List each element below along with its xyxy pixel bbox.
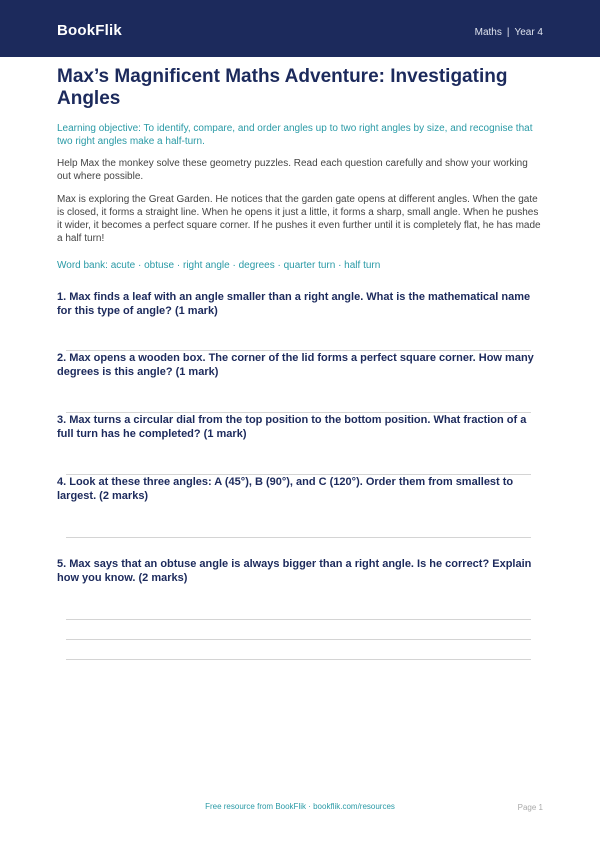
year-label: Year 4: [514, 27, 543, 38]
question-4: 4. Look at these three angles: A (45°), B (90°), and C (120°). Order them from smallest to largest. (2 marks): [57, 476, 514, 502]
question-1: 1. Max finds a leaf with an angle smaller than a right angle. What is the mathematical name for this type of angle? (1 mark): [57, 291, 531, 317]
answer-line-4[interactable]: [66, 537, 531, 538]
answer-line-5a[interactable]: [66, 619, 531, 620]
subject-label: Maths: [474, 27, 502, 38]
question-3: 3. Max turns a circular dial from the top position to the bottom position. What fraction of a full turn has he completed? (1 mark): [57, 414, 527, 440]
answer-line-5b[interactable]: [66, 639, 531, 640]
word-bank: Word bank: acute · obtuse · right angle · degrees · quarter turn · half turn: [57, 260, 381, 271]
question-2: 2. Max opens a wooden box. The corner of the lid forms a perfect square corner. How many degrees is this angle? (1 mark): [57, 352, 534, 378]
footer-resource: Free resource from BookFlik · bookflik.com/resources: [205, 802, 395, 811]
header-meta: [475, 27, 543, 38]
header-separator: |: [506, 27, 510, 38]
page-number: Page 1: [517, 803, 543, 812]
worksheet-title: Max’s Magnificent Maths Adventure: Investigating Angles: [57, 66, 508, 109]
question-5: 5. Max says that an obtuse angle is always bigger than a right angle. Is he correct? Explain how you know. (2 marks): [57, 558, 532, 584]
page-header: [0, 0, 600, 57]
story-text: Max is exploring the Great Garden. He notices that the garden gate opens at different angles. When the gate is closed, it forms a straight line. When he opens it just a little, it forms a sharp, small angle. When he pushes it wider, it becomes a perfect square corner. If he pushes it even further until it is completely flat, he has made a half turn!: [57, 194, 541, 244]
answer-line-5c[interactable]: [66, 659, 531, 660]
brand-logo: BookFlik: [57, 22, 122, 39]
intro-text: Help Max the monkey solve these geometry puzzles. Read each question carefully and show your working out where possible.: [57, 158, 528, 182]
learning-objective: Learning objective: To identify, compare, and order angles up to two right angles by size, and recognise that two right angles make a half-turn.: [57, 123, 533, 147]
